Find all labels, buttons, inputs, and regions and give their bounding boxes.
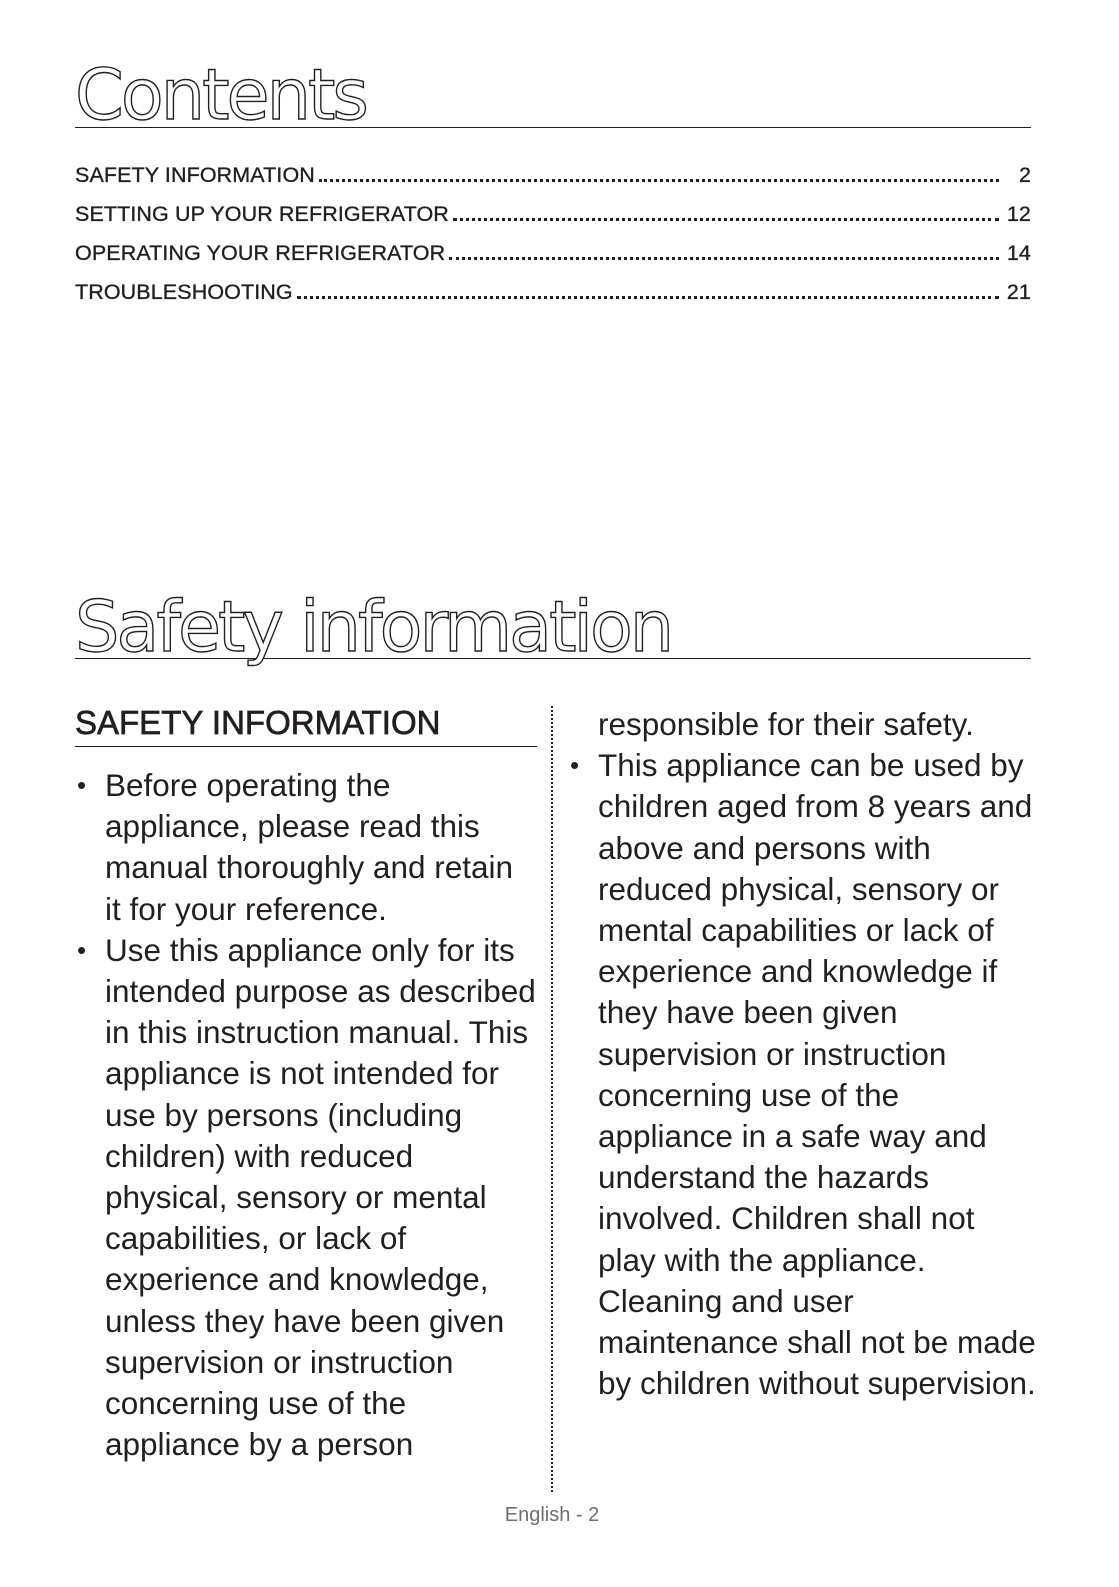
page-footer: English - 2 (504, 1504, 600, 1526)
toc-entry-page: 12 (1006, 202, 1031, 226)
bullet-icon: • (77, 934, 87, 965)
bullet-list-left (75, 765, 537, 1465)
table-of-contents (75, 163, 1031, 319)
toc-entry-page: 2 (1018, 163, 1031, 187)
right-column (568, 704, 1038, 1404)
bullet-text: Use this appliance only for its intended purpose as described in this instruction manual. This appliance is not intended for use by persons (including children) with reduced physical, sensory or mental capabilities, or lack of experience and knowledge, unless they have been given supervision or instruction concerning use of the appliance by a person (105, 931, 536, 1463)
toc-entry-title: SETTING UP YOUR REFRIGERATOR (75, 202, 449, 226)
bullet-item (75, 930, 537, 1466)
toc-entry-page: 14 (1006, 241, 1031, 265)
toc-entry-troubleshooting[interactable] (75, 280, 1031, 319)
toc-dot-leader (319, 178, 999, 182)
toc-entry-title: SAFETY INFORMATION (75, 163, 315, 187)
bullet-text: This appliance can be used by children aged from 8 years and above and persons with reduced physical, sensory or mental capabilities or lack of experience and knowledge if they have been given supervision or instruction concerning use of the appliance in a safe way and understand the hazards involved. Children shall not play with the appliance. Cleaning and user maintenance shall not be made by children without supervision. (598, 747, 1036, 1402)
safety-heading (75, 586, 1031, 668)
section-heading: SAFETY INFORMATION (75, 700, 537, 747)
contents-heading (75, 54, 1031, 136)
toc-entry-title: OPERATING YOUR REFRIGERATOR (75, 241, 446, 265)
left-column (75, 700, 537, 1465)
contents-heading-text: Contents (75, 54, 366, 136)
toc-dot-leader (297, 295, 999, 299)
toc-dot-leader (453, 217, 999, 221)
bullet-icon: • (77, 770, 87, 800)
bullet-item (75, 765, 537, 930)
bullet-list-right (568, 745, 1038, 1404)
toc-entry-page: 21 (1006, 280, 1031, 304)
toc-entry-operating[interactable] (75, 241, 1031, 280)
bullet-icon: • (570, 750, 580, 781)
continued-text: responsible for their safety. (598, 706, 974, 742)
toc-entry-setting-up[interactable] (75, 202, 1031, 241)
toc-dot-leader (449, 256, 999, 260)
column-divider (551, 706, 553, 1492)
toc-entry-title: TROUBLESHOOTING (75, 280, 293, 304)
bullet-text: Before operating the appliance, please read this manual thoroughly and retain it for your reference. (105, 767, 514, 927)
bullet-item (568, 745, 1038, 1404)
safety-heading-text: Safety information (75, 586, 672, 668)
toc-entry-safety-information[interactable] (75, 163, 1031, 202)
